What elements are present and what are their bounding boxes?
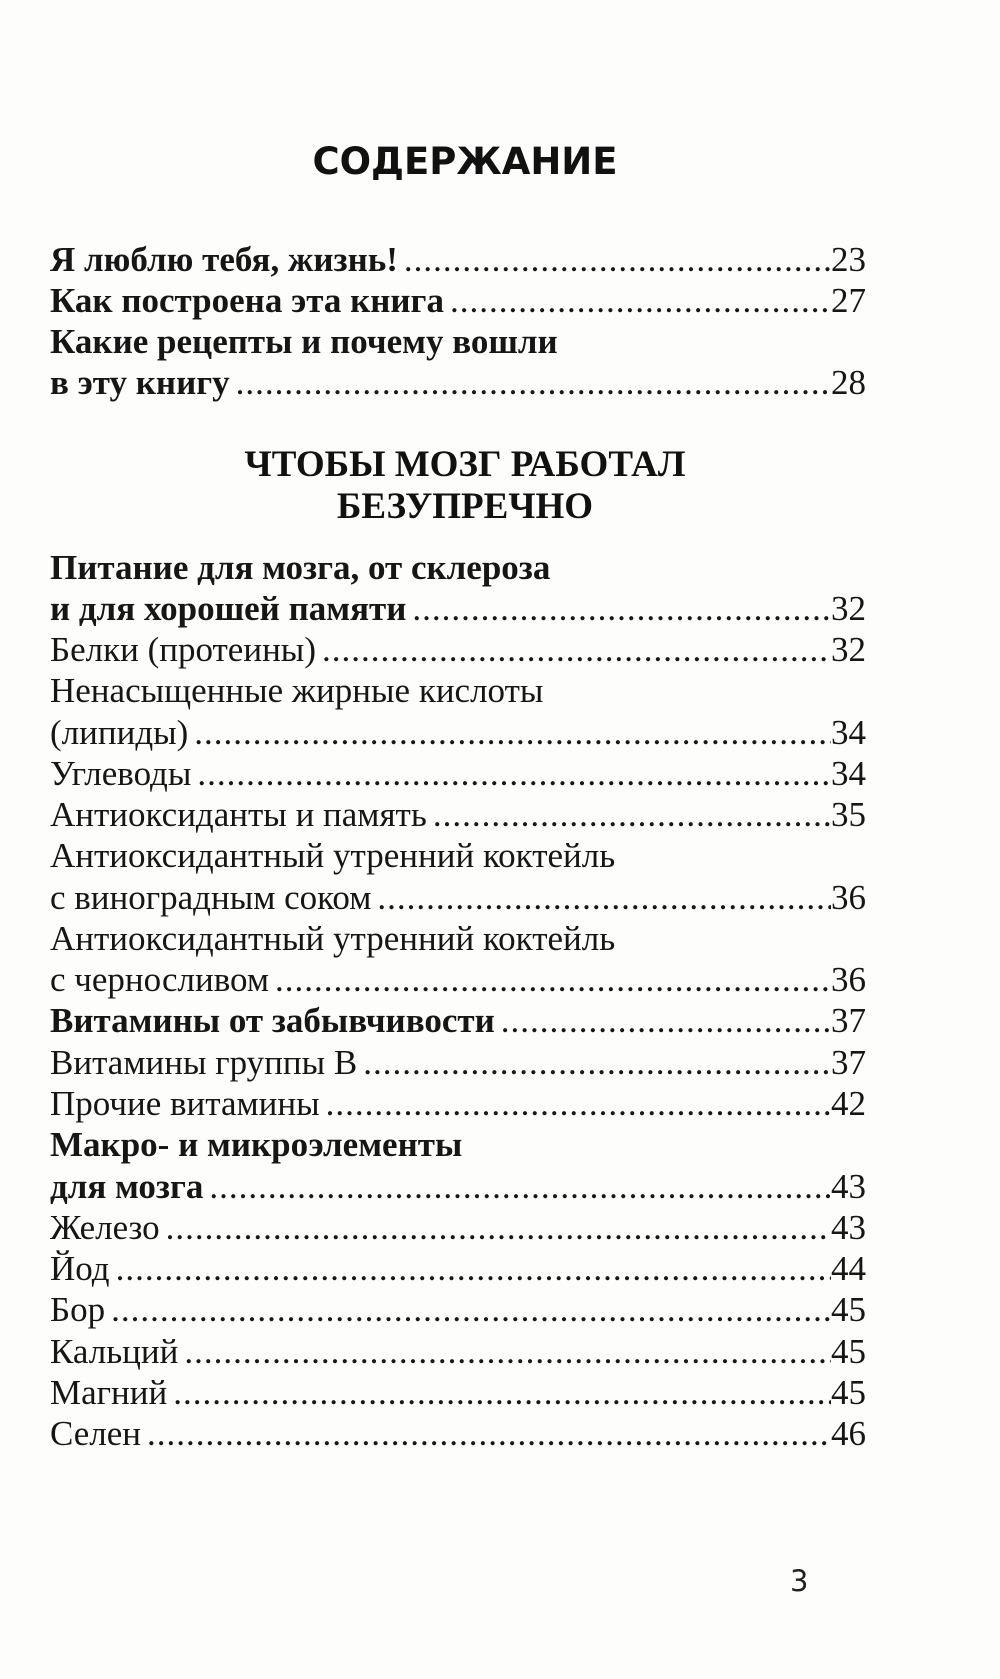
toc-entry-page: 46 [831,1414,866,1453]
toc-entry-text: в эту книгу [50,363,230,402]
toc-entry-text: с черносливом [50,960,270,999]
toc-entry-page: 42 [831,1084,866,1123]
toc-entry [50,1412,866,1456]
toc-entry [50,279,866,323]
toc-entry [50,1123,866,1167]
toc-entry-text: Селен [50,1414,142,1453]
leader-dots [191,752,831,796]
toc-entry-page: 35 [831,795,866,834]
toc-entry [50,1041,866,1085]
toc-entry [50,669,866,713]
toc-entry-page: 37 [831,1001,866,1040]
leader-dots [160,1206,831,1250]
leader-dots [110,1247,831,1291]
toc-entry-text: Магний [50,1373,168,1412]
toc-entry-text: Антиоксиданты и память [50,795,427,834]
toc-entry-page: 36 [831,878,866,917]
toc-entry [50,1165,866,1209]
toc-entry-text: Витамины от забывчивости [50,1001,495,1040]
toc-entry-text: Ненасыщенные жирные кислоты [50,671,544,710]
toc-entry-text: Йод [50,1249,110,1288]
toc-entry-page: 43 [831,1208,866,1247]
leader-dots [427,793,831,837]
leader-dots [316,628,831,672]
toc-entry-page: 23 [831,240,866,279]
toc-entry-page: 45 [831,1332,866,1371]
toc-entry [50,1371,866,1415]
leader-dots [406,587,831,631]
toc-entry-text: Прочие витамины [50,1084,320,1123]
toc-entry [50,1330,866,1374]
toc-entry [50,1082,866,1126]
toc-entry-text: Кальций [50,1332,179,1371]
page-title: СОДЕРЖАНИЕ [312,140,618,183]
leader-dots [495,999,831,1043]
toc-entry-page: 44 [831,1249,866,1288]
toc-entry-page: 45 [831,1373,866,1412]
section-heading-line2: БЕЗУПРЕЧНО [336,486,594,527]
toc-entry [50,752,866,796]
toc-entry-text: Я люблю тебя, жизнь! [50,240,398,279]
toc-entry-text: Углеводы [50,754,192,793]
leader-dots [203,1165,831,1209]
section-heading-line1: ЧТОБЫ МОЗГ РАБОТАЛ [244,444,686,485]
toc-entry-text: Белки (протеины) [50,630,316,669]
toc-entry [50,628,866,672]
leader-dots [188,711,831,755]
toc-entry-text: Питание для мозга, от склероза [50,548,551,587]
leader-dots [357,1041,831,1085]
leader-dots [320,1082,831,1126]
toc-entry [50,361,866,405]
toc-entry-page: 37 [831,1043,866,1082]
toc-entry [50,320,866,364]
leader-dots [230,361,831,405]
toc-entry-text: Витамины группы В [50,1043,358,1082]
toc-entry-text: Антиоксидантный утренний коктейль [50,836,616,875]
toc-entry-text: с виноградным соком [50,878,372,917]
leader-dots [371,876,831,920]
toc-entry [50,834,866,878]
toc-entry [50,1247,866,1291]
toc-entry-text: Бор [50,1290,106,1329]
toc-entry [50,876,866,920]
leader-dots [167,1371,831,1415]
toc-entry-page: 28 [831,363,866,402]
leader-dots [141,1412,831,1456]
toc-entry [50,546,866,590]
toc-entry-text: (липиды) [50,713,189,752]
toc-entry-text: Какие рецепты и почему вошли [50,322,558,361]
toc-entry [50,238,866,282]
toc-entry-page: 32 [831,589,866,628]
leader-dots [178,1330,831,1374]
toc-entry-page: 45 [831,1290,866,1329]
leader-dots [269,958,831,1002]
toc-entry-text: Макро- и микроэлементы [50,1125,463,1164]
toc-entry-page: 43 [831,1167,866,1206]
toc-entry-text: и для хорошей памяти [50,589,407,628]
toc-entry [50,999,866,1043]
toc-entry-page: 34 [831,754,866,793]
toc-entry [50,1206,866,1250]
toc-entry [50,917,866,961]
toc-entry-page: 32 [831,630,866,669]
leader-dots [444,279,831,323]
toc-entry-page: 36 [831,960,866,999]
toc-entry [50,711,866,755]
leader-dots [398,238,831,282]
leader-dots [105,1288,831,1332]
toc-entry [50,958,866,1002]
toc-entry-page: 27 [831,281,866,320]
toc-entry [50,587,866,631]
page-number: 3 [790,1564,809,1598]
toc-entry-text: Антиоксидантный утренний коктейль [50,919,616,958]
toc-entry [50,793,866,837]
toc-entry-text: для мозга [50,1167,204,1206]
toc-entry [50,1288,866,1332]
toc-entry-text: Железо [50,1208,160,1247]
toc-entry-page: 34 [831,713,866,752]
toc-entry-text: Как построена эта книга [50,281,444,320]
